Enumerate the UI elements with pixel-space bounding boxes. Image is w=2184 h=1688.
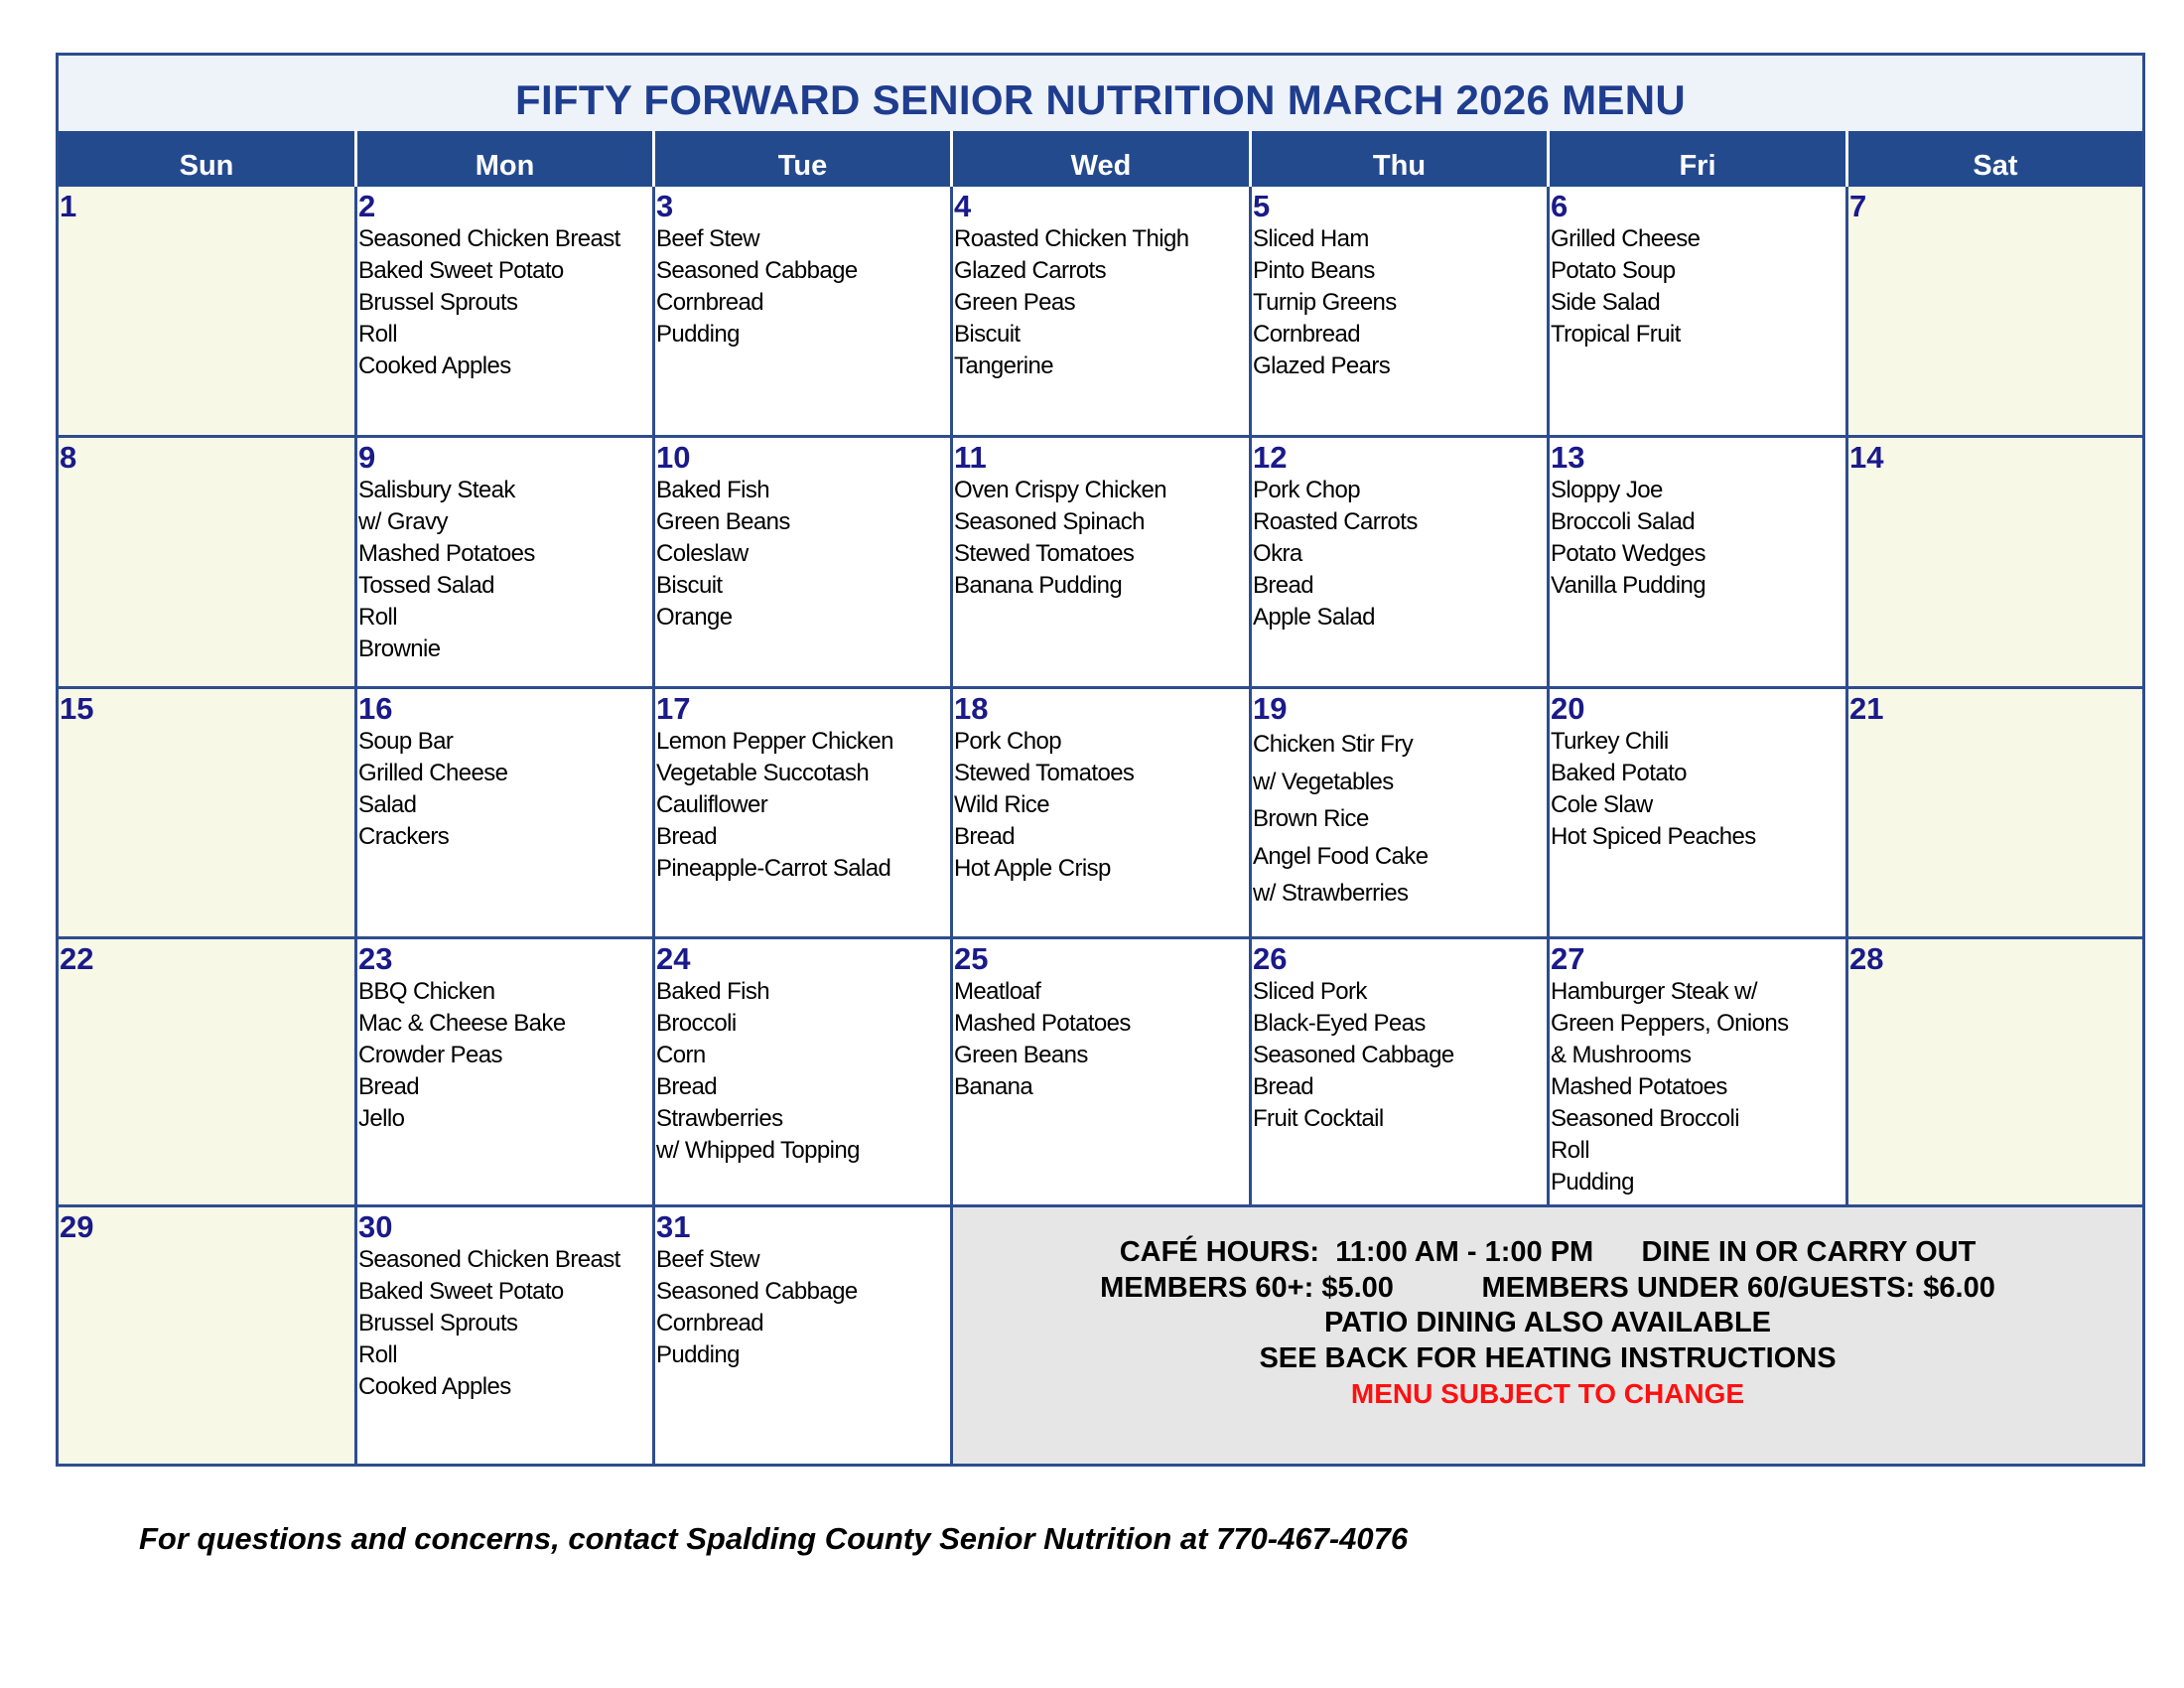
day-number: 27 bbox=[1551, 941, 1585, 976]
day-cell-6 bbox=[1550, 187, 1848, 438]
menu-item: Pudding bbox=[656, 1341, 740, 1368]
menu-item: Green Beans bbox=[656, 508, 790, 535]
menu-item: Seasoned Cabbage bbox=[656, 1278, 858, 1305]
day-number: 16 bbox=[358, 691, 393, 726]
menu-item: & Mushrooms bbox=[1551, 1042, 1692, 1068]
cafe-info-box bbox=[953, 1207, 2142, 1464]
day-number: 20 bbox=[1551, 691, 1585, 726]
contact-footer: For questions and concerns, contact Spalding County Senior Nutrition at 770-467-4076 bbox=[139, 1521, 1409, 1556]
menu-item: Beef Stew bbox=[656, 1246, 759, 1273]
menu-item: Seasoned Chicken Breast bbox=[358, 1246, 620, 1273]
menu-item: Brussel Sprouts bbox=[358, 1310, 518, 1336]
page-title: FIFTY FORWARD SENIOR NUTRITION MARCH 2026 MENU bbox=[59, 56, 2142, 131]
day-cell-21 bbox=[1848, 689, 2142, 939]
menu-item: Bread bbox=[1253, 1073, 1314, 1100]
menu-item: Seasoned Cabbage bbox=[1253, 1042, 1454, 1068]
day-cell-17 bbox=[655, 689, 953, 939]
menu-item: Tangerine bbox=[954, 352, 1054, 379]
menu-item: Tossed Salad bbox=[358, 572, 494, 599]
menu-item: Vegetable Succotash bbox=[656, 760, 870, 786]
menu-item: Black-Eyed Peas bbox=[1253, 1010, 1426, 1037]
day-cell-31 bbox=[655, 1207, 953, 1464]
day-number: 2 bbox=[358, 189, 376, 223]
menu-item: Sliced Ham bbox=[1253, 225, 1369, 252]
day-cell-15 bbox=[59, 689, 357, 939]
day-cell-13 bbox=[1550, 438, 1848, 689]
menu-item: Seasoned Spinach bbox=[954, 508, 1145, 535]
menu-item: Baked Sweet Potato bbox=[358, 1278, 564, 1305]
menu-item: Pudding bbox=[1551, 1169, 1634, 1196]
day-cell-24 bbox=[655, 939, 953, 1207]
menu-item: Brown Rice bbox=[1253, 805, 1369, 832]
menu-item: Lemon Pepper Chicken bbox=[656, 728, 893, 755]
day-number: 18 bbox=[954, 691, 989, 726]
menu-item: Cooked Apples bbox=[358, 1373, 511, 1400]
menu-item: Cornbread bbox=[656, 289, 764, 316]
day-cell-3 bbox=[655, 187, 953, 438]
day-number: 26 bbox=[1253, 941, 1288, 976]
menu-item: Banana Pudding bbox=[954, 572, 1123, 599]
menu-item: Hot Apple Crisp bbox=[954, 855, 1111, 882]
day-number: 30 bbox=[358, 1209, 393, 1244]
menu-item: Pudding bbox=[656, 321, 740, 348]
menu-item: Brownie bbox=[358, 635, 441, 662]
day-number: 12 bbox=[1253, 440, 1288, 475]
menu-item: Roll bbox=[358, 1341, 397, 1368]
menu-item: Meatloaf bbox=[954, 978, 1041, 1005]
menu-item: Baked Potato bbox=[1551, 760, 1687, 786]
menu-item: Broccoli Salad bbox=[1551, 508, 1696, 535]
day-cell-9 bbox=[357, 438, 655, 689]
day-cell-20 bbox=[1550, 689, 1848, 939]
menu-change-notice: MENU SUBJECT TO CHANGE bbox=[1350, 1378, 1745, 1409]
day-cell-28 bbox=[1848, 939, 2142, 1207]
menu-item: Pinto Beans bbox=[1253, 257, 1375, 284]
menu-item: Baked Sweet Potato bbox=[358, 257, 564, 284]
menu-item: Mashed Potatoes bbox=[358, 540, 535, 567]
pricing-line: MEMBERS 60+: $5.00 MEMBERS UNDER 60/GUESTS: $6.00 bbox=[1100, 1271, 1995, 1304]
day-number: 29 bbox=[60, 1209, 94, 1244]
menu-item: Sloppy Joe bbox=[1551, 477, 1663, 503]
menu-item: Cauliflower bbox=[656, 791, 768, 818]
day-number: 8 bbox=[60, 440, 77, 475]
menu-item: Crowder Peas bbox=[358, 1042, 502, 1068]
menu-item: w/ Gravy bbox=[358, 508, 448, 535]
menu-item: Green Peas bbox=[954, 289, 1076, 316]
menu-item: Sliced Pork bbox=[1253, 978, 1367, 1005]
menu-item: Apple Salad bbox=[1253, 604, 1375, 631]
menu-item: Biscuit bbox=[656, 572, 723, 599]
day-cell-1 bbox=[59, 187, 357, 438]
day-cell-14 bbox=[1848, 438, 2142, 689]
menu-item: Baked Fish bbox=[656, 477, 770, 503]
day-cell-5 bbox=[1252, 187, 1550, 438]
day-number: 14 bbox=[1849, 440, 1884, 475]
menu-item: Pork Chop bbox=[954, 728, 1061, 755]
day-number: 28 bbox=[1849, 941, 1884, 976]
day-cell-27 bbox=[1550, 939, 1848, 1207]
patio-dining-line: PATIO DINING ALSO AVAILABLE bbox=[1323, 1307, 1772, 1338]
weekday-wed: Wed bbox=[953, 131, 1252, 187]
menu-item: Pork Chop bbox=[1253, 477, 1360, 503]
menu-item: Okra bbox=[1253, 540, 1302, 567]
day-number: 13 bbox=[1551, 440, 1585, 475]
menu-item: Turnip Greens bbox=[1253, 289, 1397, 316]
day-number: 1 bbox=[60, 189, 77, 223]
day-cell-18 bbox=[953, 689, 1252, 939]
day-number: 17 bbox=[656, 691, 691, 726]
menu-item: Hot Spiced Peaches bbox=[1551, 823, 1756, 850]
weekday-sat: Sat bbox=[1848, 131, 2142, 187]
day-number: 3 bbox=[656, 189, 674, 223]
cafe-hours-line: CAFÉ HOURS: 11:00 AM - 1:00 PM DINE IN OR CARRY OUT bbox=[1119, 1236, 1977, 1268]
day-cell-25 bbox=[953, 939, 1252, 1207]
menu-item: Vanilla Pudding bbox=[1551, 572, 1706, 599]
menu-item: Fruit Cocktail bbox=[1253, 1105, 1384, 1132]
menu-item: Bread bbox=[1253, 572, 1314, 599]
menu-item: Roll bbox=[358, 604, 397, 631]
menu-item: Cornbread bbox=[1253, 321, 1361, 348]
day-number: 31 bbox=[656, 1209, 691, 1244]
menu-item: Stewed Tomatoes bbox=[954, 540, 1135, 567]
menu-item: Green Beans bbox=[954, 1042, 1088, 1068]
day-number: 6 bbox=[1551, 189, 1569, 223]
day-cell-19 bbox=[1252, 689, 1550, 939]
menu-item: Bread bbox=[954, 823, 1016, 850]
menu-item: Beef Stew bbox=[656, 225, 759, 252]
menu-item: w/ Vegetables bbox=[1253, 768, 1394, 795]
menu-item: Potato Soup bbox=[1551, 257, 1676, 284]
menu-item: Brussel Sprouts bbox=[358, 289, 518, 316]
menu-item: Bread bbox=[656, 1073, 718, 1100]
weekday-thu: Thu bbox=[1252, 131, 1550, 187]
weekday-sun: Sun bbox=[59, 131, 357, 187]
menu-item: Salisbury Steak bbox=[358, 477, 515, 503]
day-number: 7 bbox=[1849, 189, 1867, 223]
menu-item: Mashed Potatoes bbox=[1551, 1073, 1727, 1100]
menu-item: Coleslaw bbox=[656, 540, 749, 567]
menu-item: Seasoned Chicken Breast bbox=[358, 225, 620, 252]
day-number: 9 bbox=[358, 440, 376, 475]
menu-item: Chicken Stir Fry bbox=[1253, 731, 1414, 758]
day-number: 10 bbox=[656, 440, 691, 475]
menu-item: Seasoned Cabbage bbox=[656, 257, 858, 284]
menu-item: Grilled Cheese bbox=[358, 760, 508, 786]
day-cell-8 bbox=[59, 438, 357, 689]
day-cell-26 bbox=[1252, 939, 1550, 1207]
menu-item: Cooked Apples bbox=[358, 352, 511, 379]
heating-instructions-line: SEE BACK FOR HEATING INSTRUCTIONS bbox=[1259, 1341, 1837, 1374]
menu-item: BBQ Chicken bbox=[358, 978, 495, 1005]
menu-item: Grilled Cheese bbox=[1551, 225, 1701, 252]
menu-item: Wild Rice bbox=[954, 791, 1049, 818]
menu-item: Mac & Cheese Bake bbox=[358, 1010, 566, 1037]
day-cell-23 bbox=[357, 939, 655, 1207]
menu-item: Biscuit bbox=[954, 321, 1021, 348]
menu-item: Potato Wedges bbox=[1551, 540, 1706, 567]
day-cell-22 bbox=[59, 939, 357, 1207]
menu-item: Cole Slaw bbox=[1551, 791, 1653, 818]
menu-item: Oven Crispy Chicken bbox=[954, 477, 1167, 503]
menu-item: Side Salad bbox=[1551, 289, 1661, 316]
menu-item: Orange bbox=[656, 604, 733, 631]
menu-item: Soup Bar bbox=[358, 728, 454, 755]
day-number: 23 bbox=[358, 941, 393, 976]
menu-item: Angel Food Cake bbox=[1253, 842, 1429, 870]
weekday-mon: Mon bbox=[357, 131, 655, 187]
day-cell-11 bbox=[953, 438, 1252, 689]
day-cell-12 bbox=[1252, 438, 1550, 689]
menu-item: Stewed Tomatoes bbox=[954, 760, 1135, 786]
day-number: 11 bbox=[954, 440, 987, 475]
day-cell-30 bbox=[357, 1207, 655, 1464]
menu-item: Crackers bbox=[358, 823, 450, 850]
day-cell-2 bbox=[357, 187, 655, 438]
menu-item: Turkey Chili bbox=[1551, 728, 1669, 755]
menu-item: Glazed Carrots bbox=[954, 257, 1106, 284]
menu-item: Hamburger Steak w/ bbox=[1551, 978, 1757, 1005]
menu-item: w/ Whipped Topping bbox=[656, 1137, 860, 1164]
day-cell-10 bbox=[655, 438, 953, 689]
menu-item: Roll bbox=[1551, 1137, 1589, 1164]
day-number: 4 bbox=[954, 189, 972, 223]
day-cell-4 bbox=[953, 187, 1252, 438]
menu-item: Glazed Pears bbox=[1253, 352, 1391, 379]
day-number: 25 bbox=[954, 941, 989, 976]
day-number: 21 bbox=[1849, 691, 1884, 726]
menu-item: Broccoli bbox=[656, 1010, 737, 1037]
day-number: 19 bbox=[1253, 691, 1288, 726]
menu-item: Corn bbox=[656, 1042, 706, 1068]
day-cell-16 bbox=[357, 689, 655, 939]
menu-item: Seasoned Broccoli bbox=[1551, 1105, 1739, 1132]
menu-item: Bread bbox=[358, 1073, 420, 1100]
weekday-tue: Tue bbox=[655, 131, 953, 187]
day-number: 22 bbox=[60, 941, 94, 976]
weekday-fri: Fri bbox=[1550, 131, 1848, 187]
menu-item: Roasted Chicken Thigh bbox=[954, 225, 1189, 252]
menu-item: Green Peppers, Onions bbox=[1551, 1010, 1789, 1037]
menu-item: w/ Strawberries bbox=[1253, 880, 1409, 907]
menu-item: Salad bbox=[358, 791, 417, 818]
day-cell-29 bbox=[59, 1207, 357, 1464]
day-cell-7 bbox=[1848, 187, 2142, 438]
day-number: 24 bbox=[656, 941, 691, 976]
menu-item: Baked Fish bbox=[656, 978, 770, 1005]
menu-item: Roasted Carrots bbox=[1253, 508, 1418, 535]
menu-item: Roll bbox=[358, 321, 397, 348]
menu-item: Banana bbox=[954, 1073, 1033, 1100]
menu-item: Cornbread bbox=[656, 1310, 764, 1336]
menu-item: Pineapple-Carrot Salad bbox=[656, 855, 891, 882]
menu-item: Mashed Potatoes bbox=[954, 1010, 1131, 1037]
menu-item: Tropical Fruit bbox=[1551, 321, 1681, 348]
menu-calendar bbox=[56, 53, 2145, 1467]
day-number: 5 bbox=[1253, 189, 1271, 223]
menu-item: Bread bbox=[656, 823, 718, 850]
menu-item: Jello bbox=[358, 1105, 405, 1132]
day-number: 15 bbox=[60, 691, 94, 726]
menu-item: Strawberries bbox=[656, 1105, 783, 1132]
